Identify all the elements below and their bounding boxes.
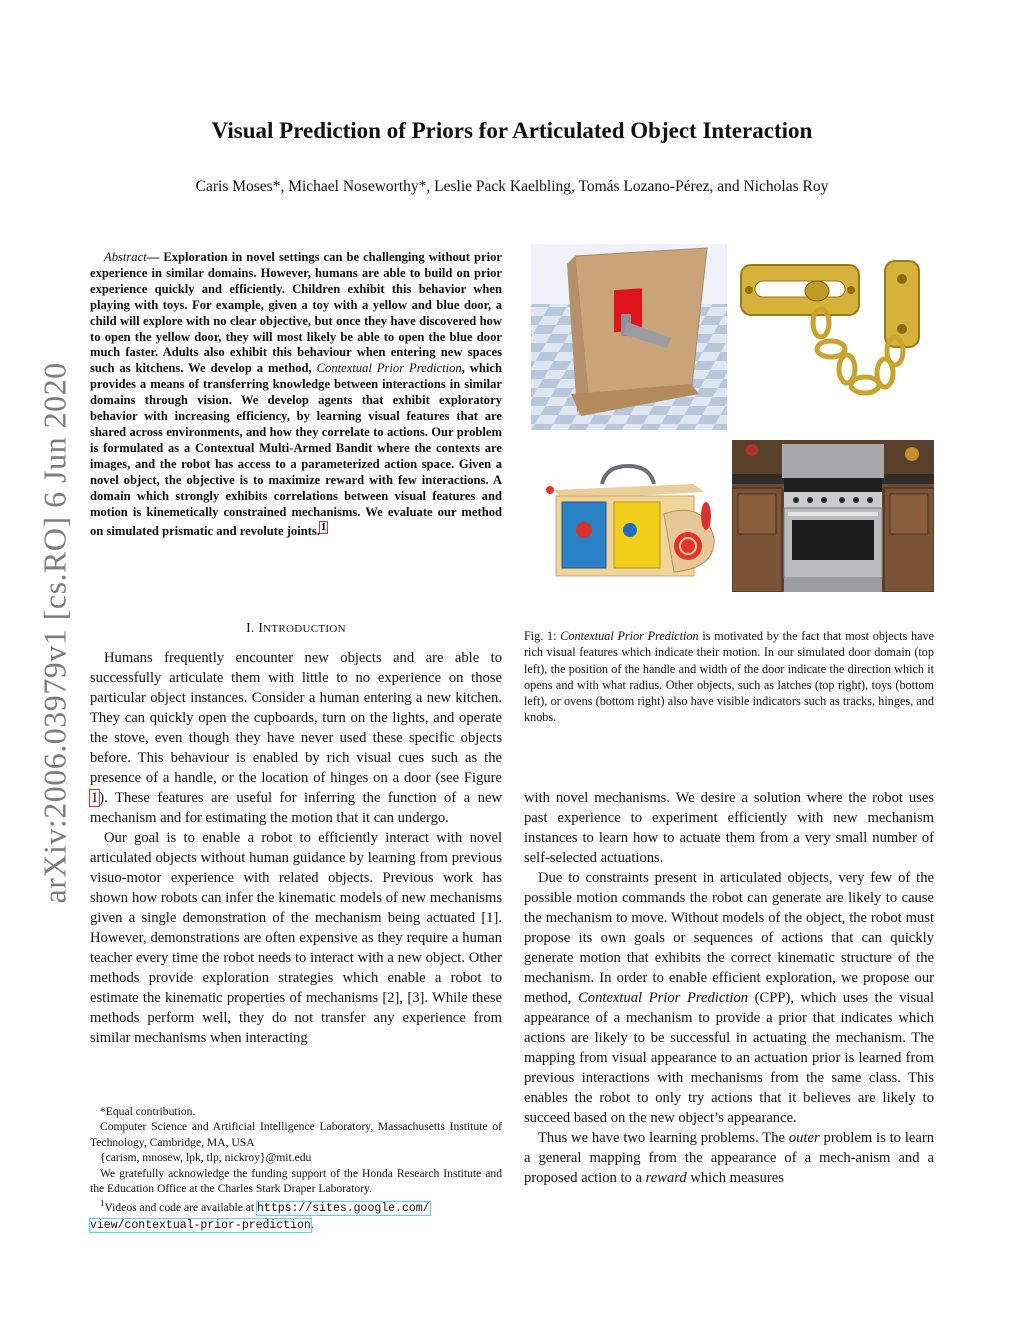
footnote-link[interactable]: 1	[320, 522, 327, 534]
figure-panel-door-latch	[735, 257, 933, 417]
footnotes	[90, 1104, 502, 1233]
arxiv-watermark: arXiv:2006.03979v1 [cs.RO] 6 Jun 2020	[36, 362, 73, 904]
right-paragraph-2	[524, 868, 934, 1128]
intro-p1-b: ). These features are useful for inferring the function of a new mechanism and for estimating the motion that it can undergo.	[90, 790, 502, 826]
footnote-funding: We gratefully acknowledge the funding support of the Honda Research Institute and the Education Office at the Charles Stark Draper Laboratory.	[90, 1166, 502, 1196]
section-title-rest: NTRODUCTION	[263, 623, 346, 635]
section-title-first: I	[258, 620, 264, 635]
right-p2-a: Due to constraints present in articulated objects, very few of the possible motion commands the robot can generate are likely to cause the mechanism to move. Without models of the object, the robot must propose its own goals or sequences of actions that can quickly generate motion that exhibits the correct kinematic structure of the mechanism. In order to enable efficient exploration, we propose our method,	[524, 870, 934, 1006]
paper-title: Visual Prediction of Priors for Articulated Object Interaction	[211, 118, 813, 143]
figure-ref-link[interactable]: 1	[91, 790, 99, 806]
intro-paragraph-1	[90, 648, 502, 828]
door-latch-image	[735, 257, 933, 417]
right-p2-emph: Contextual Prior Prediction	[578, 990, 749, 1006]
figure-caption-emph: Contextual Prior Prediction	[560, 629, 699, 643]
right-p2-b: (CPP), which uses the visual appearance of a mechanism to provide a prior that indicates which actions are likely to be successful in actuating the mechanism. The mapping from visual appearance to an actuation prior is learned from previous interactions with mechanisms from the same class. This enables the robot to only try actions that it believes are likely to succeed based on the new object’s appearance.	[524, 990, 934, 1126]
figure-caption-text: is motivated by the fact that most objects have rich visual features which indicate their motion. In our simulated door domain (top left), the position of the handle and width of the door indicate the direction which it opens and with what radius. Other objects, such as latches (top right), toys (bottom left), or ovens (bottom right) also have visible indicators such as tracks, hinges, and knobs.	[524, 629, 934, 725]
footnote-url-link-2[interactable]: view/contextual-prior-prediction	[90, 1218, 311, 1232]
abstract-dash: —	[146, 250, 164, 264]
intro-left-column	[90, 648, 502, 1048]
abstract	[90, 250, 502, 541]
paper-authors: Caris Moses*, Michael Noseworthy*, Leslie Pack Kaelbling, Tomás Lozano-Pérez, and Nicholas Roy	[195, 178, 829, 195]
right-p3-reward: reward	[645, 1170, 687, 1186]
kitchen-oven-image	[732, 440, 934, 592]
intro-p1-a: Humans frequently encounter new objects and are able to successfully articulate them with little to no experience on those particular object instances. Consider a human entering a new kitchen. They can quickly open the cupboards, turn on the lights, and operate the stove, even though they have never used these specific objects before. This behaviour is enabled by rich visual cues such as the presence of a handle, or the location of hinges on a door (see Figure	[90, 650, 502, 786]
section-heading	[90, 620, 502, 636]
simulated-door-image	[531, 244, 727, 430]
figure-panel-simulated-door	[531, 244, 727, 430]
footnote-1	[90, 1196, 502, 1233]
intro-paragraph-2: Our goal is to enable a robot to efficiently interact with novel articulated objects without human guidance by learning from previous visuo-motor experience with related objects. Previous work has shown how robots can infer the kinematic models of new mechanisms given a single demonstration of the mechanism being actuated [1]. However, demonstrations are often expensive as they require a human teacher every time the robot needs to interact with a new object. Other methods provide exploration strategies which enable a robot to estimate the kinematic properties of mechanisms [2], [3]. While these methods perform well, they do not transfer any experience from similar mechanisms when interacting	[90, 830, 502, 1046]
footnote-1-end: .	[310, 1217, 314, 1231]
right-p3-a: Thus we have two learning problems. The	[538, 1130, 789, 1146]
figure-caption	[524, 628, 934, 726]
footnote-1-mark: 1	[100, 1198, 105, 1209]
footnote-affiliation: Computer Science and Artificial Intelligence Laboratory, Massachusetts Institute of Technology, Cambridge, MA, USA	[90, 1120, 502, 1149]
figure-caption-label: Fig. 1:	[524, 629, 561, 643]
footnote-url-link[interactable]: https://sites.google.com/	[257, 1202, 430, 1216]
intro-right-column	[524, 788, 934, 1188]
toy-box-image	[544, 460, 724, 580]
abstract-text-2: , which provides a means of transferring knowledge between interactions in similar domains through vision. We develop agents that exhibit exploratory behavior with increasing efficiency, by learning visual features that are shared across environments, and how they correlate to actions. Our problem is formulated as a Contextual Multi-Armed Bandit where the contexts are images, and the robot has access to a parameterized action space. Given a novel object, the objective is to maximize reward with few interactions. A domain which strongly exhibits correlations between visual features and motion is kinemetically constrained mechanisms. We evaluate our method on simulated prismatic and revolute joints.	[90, 361, 502, 539]
abstract-label: Abstract	[104, 250, 147, 264]
abstract-method-name: Contextual Prior Prediction	[316, 361, 462, 376]
figure-panel-toy-box	[544, 460, 724, 580]
footnote-equal: *Equal contribution.	[100, 1105, 196, 1118]
footnote-1-text: Videos and code are available at	[104, 1201, 258, 1215]
right-p3-c: which measures	[686, 1170, 784, 1186]
right-p3-outer: outer	[788, 1130, 820, 1146]
right-p3-b: problem is to learn a general mapping from the appearance of a mech-anism and a proposed action to a	[524, 1130, 934, 1186]
right-paragraph-1: with novel mechanisms. We desire a solution where the robot uses past experience to experiment efficiently with new mechanism instances to learn how to actuate them from a very small number of self-selected actuations.	[524, 790, 934, 866]
figure-panel-kitchen-oven	[732, 440, 934, 592]
right-paragraph-3	[524, 1128, 934, 1188]
section-number: I.	[246, 620, 255, 635]
abstract-text-1: Exploration in novel settings can be challenging without prior experience in similar domains. However, humans are able to build on prior experience quickly and efficiently. Children exhibit this behavior when playing with toys. For example, given a toy with a yellow and blue door, a child will explore with no clear objective, but once they have discovered how to open the yellow door, they will most likely be able to open the blue door much faster. Adults also exhibit this behaviour when entering new spaces such as kitchens. We develop a method,	[90, 250, 502, 376]
footnote-emails: {carism, mnosew, lpk, tlp, nickroy}@mit.edu	[100, 1151, 312, 1165]
